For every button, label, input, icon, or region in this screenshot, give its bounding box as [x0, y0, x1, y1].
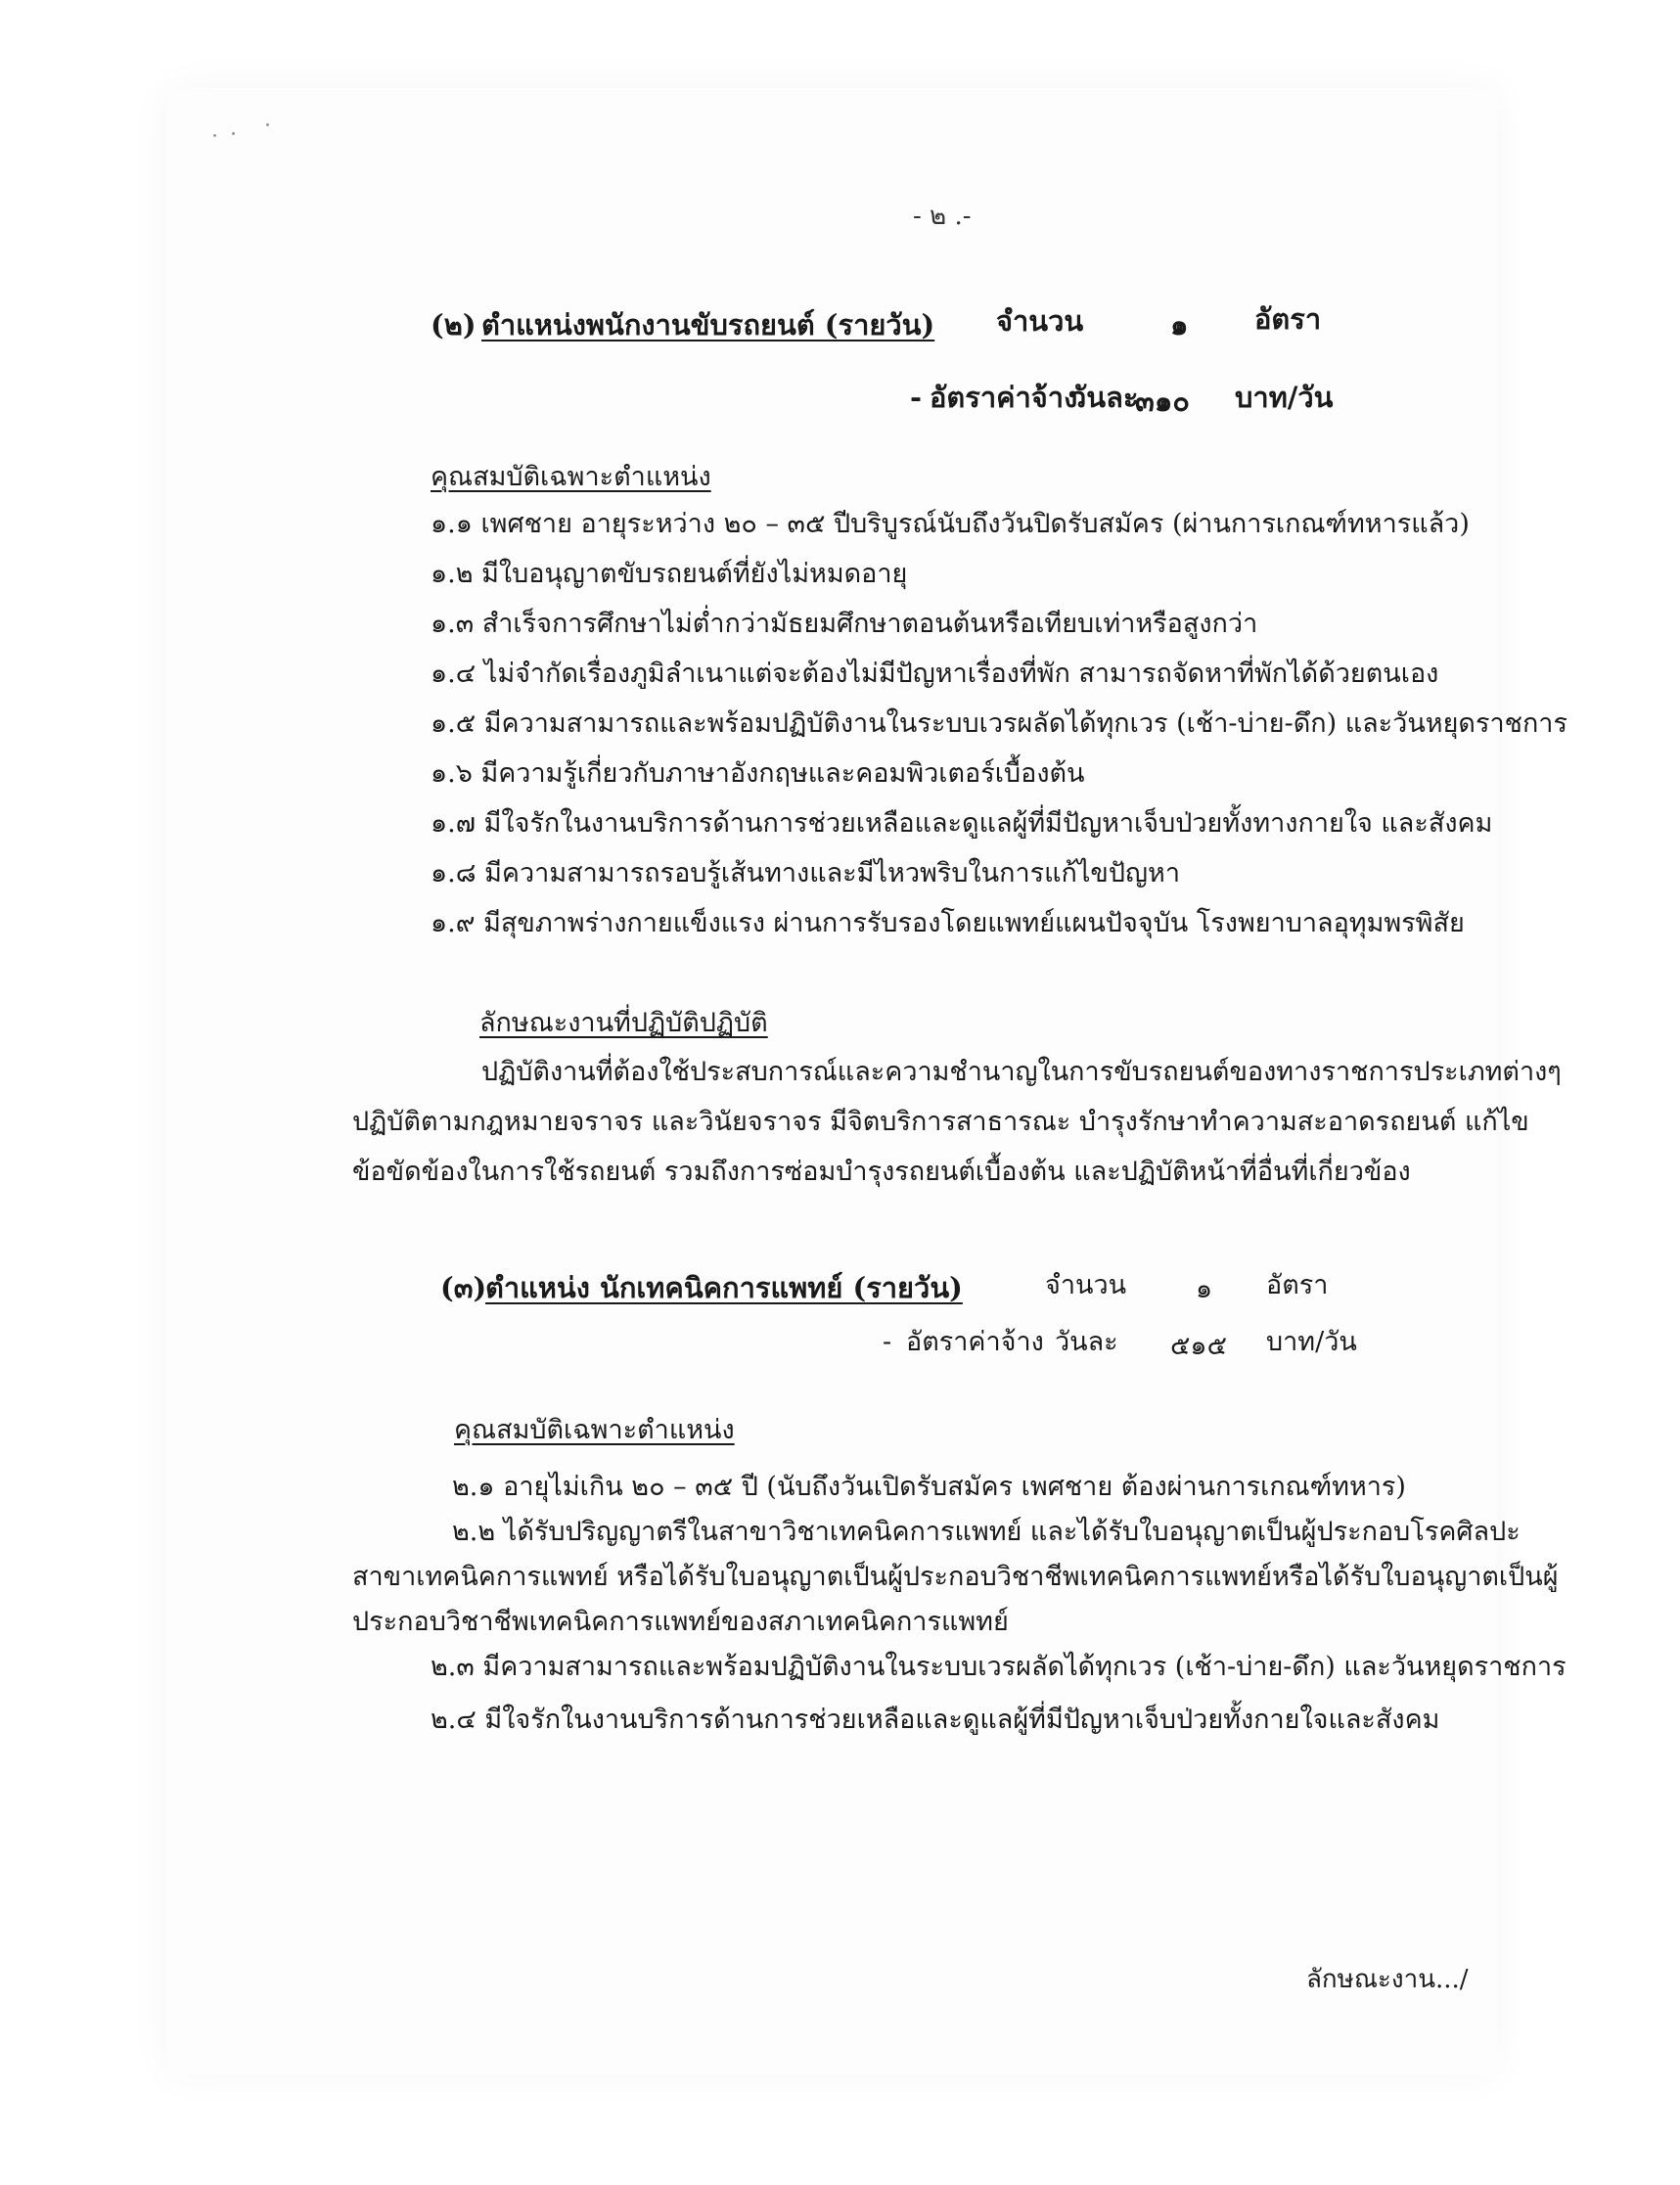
position3-qualifications-heading: คุณสมบัติเฉพาะตำแหน่ง	[454, 1415, 735, 1445]
scan-speck	[213, 134, 216, 137]
position3-qualification-item: สาขาเทคนิคการแพทย์ หรือได้รับใบอนุญาตเป็นผู้ประกอบวิชาชีพเทคนิคการแพทย์หรือได้รับใบอนุญาตเป็นผู้	[352, 1562, 1559, 1592]
position3-qualification-item: ประกอบวิชาชีพเทคนิคการแพทย์ของสภาเทคนิคการแพทย์	[352, 1607, 1009, 1637]
position2-qualification-item: ๑.๖ มีความรู้เกี่ยวกับภาษาอังกฤษและคอมพิวเตอร์เบื้องต้น	[431, 758, 1085, 789]
position2-qualification-item: ๑.๙ มีสุขภาพร่างกายแข็งแรง ผ่านการรับรองโดยแพทย์แผนปัจจุบัน โรงพยาบาลอุทุมพรพิสัย	[431, 908, 1465, 938]
position3-wage-dash: -	[883, 1327, 892, 1357]
position2-qualification-item: ๑.๘ มีความสามารถรอบรู้เส้นทางและมีไหวพริบในการแก้ไขปัญหา	[431, 858, 1180, 888]
position2-qualification-item: ๑.๕ มีความสามารถและพร้อมปฏิบัติงานในระบบเวรผลัดได้ทุกเวร (เช้า-บ่าย-ดึก) และวันหยุดราชการ	[431, 708, 1567, 739]
position2-wage-dash: -	[910, 381, 923, 414]
position2-wage-label: อัตราค่าจ้าง	[930, 381, 1078, 414]
position3-wage-unit: บาท/วัน	[1266, 1327, 1357, 1357]
position2-duty-line: ปฏิบัติตามกฎหมายจราจร และวินัยจราจร มีจิตบริการสาธารณะ บำรุงรักษาทำความสะอาดรถยนต์ แก้ไข	[352, 1107, 1529, 1137]
continuation-footer: ลักษณะงาน.../	[1306, 1965, 1469, 1994]
position3-count-label: จำนวน	[1045, 1270, 1127, 1300]
position3-qualification-item: ๒.๒ ได้รับปริญญาตรีในสาขาวิชาเทคนิคการแพทย์ และได้รับใบอนุญาตเป็นผู้ประกอบโรคศิลปะ	[452, 1517, 1521, 1547]
position2-duties-heading: ลักษณะงานที่ปฏิบัติปฏิบัติ	[479, 1008, 768, 1038]
position2-duty-line: ปฏิบัติงานที่ต้องใช้ประสบการณ์และความชำนาญในการขับรถยนต์ของทางราชการประเภทต่างๆ	[481, 1057, 1562, 1087]
position3-qualification-item: ๒.๑ อายุไม่เกิน ๒๐ – ๓๕ ปี (นับถึงวันเปิดรับสมัคร เพศชาย ต้องผ่านการเกณฑ์ทหาร)	[452, 1472, 1406, 1502]
position3-number: (๓)	[440, 1271, 487, 1304]
position2-qualification-item: ๑.๑ เพศชาย อายุระหว่าง ๒๐ – ๓๕ ปีบริบูรณ์นับถึงวันปิดรับสมัคร (ผ่านการเกณฑ์ทหารแล้ว)	[431, 509, 1470, 539]
scan-speck	[266, 123, 269, 126]
position2-wage-per: วันละ	[1070, 381, 1139, 414]
position2-count-unit: อัตรา	[1254, 302, 1322, 336]
position2-qualification-item: ๑.๗ มีใจรักในงานบริการด้านการช่วยเหลือและดูแลผู้ที่มีปัญหาเจ็บป่วยทั้งทางกายใจ และสังคม	[431, 808, 1493, 839]
position3-wage-value: ๕๑๕	[1170, 1331, 1228, 1361]
position3-count-unit: อัตรา	[1266, 1270, 1329, 1300]
position3-title: ตำแหน่ง นักเทคนิคการแพทย์ (รายวัน)	[485, 1271, 963, 1304]
page-number: - ๒ .-	[913, 202, 972, 231]
position2-wage-unit: บาท/วัน	[1235, 381, 1334, 414]
position2-qualifications-heading: คุณสมบัติเฉพาะตำแหน่ง	[431, 462, 711, 492]
position3-count-value: ๑	[1196, 1274, 1213, 1304]
position2-qualification-item: ๑.๔ ไม่จำกัดเรื่องภูมิลำเนาแต่จะต้องไม่มีปัญหาเรื่องที่พัก สามารถจัดหาที่พักได้ด้วยตนเอง	[431, 659, 1439, 689]
position2-count-label: จำนวน	[996, 304, 1084, 338]
position3-qualification-item: ๒.๔ มีใจรักในงานบริการด้านการช่วยเหลือและดูแลผู้ที่มีปัญหาเจ็บป่วยทั้งกายใจและสังคม	[431, 1705, 1440, 1735]
position2-title: ตำแหน่งพนักงานขับรถยนต์ (รายวัน)	[481, 308, 935, 341]
position2-number: (๒)	[431, 308, 477, 341]
position3-qualification-item: ๒.๓ มีความสามารถและพร้อมปฏิบัติงานในระบบเวรผลัดได้ทุกเวร (เช้า-บ่าย-ดึก) และวันหยุดราชการ	[431, 1652, 1566, 1682]
position3-wage-label: อัตราค่าจ้าง	[906, 1327, 1044, 1357]
scan-speck	[232, 132, 235, 135]
position2-qualification-item: ๑.๓ สำเร็จการศึกษาไม่ต่ำกว่ามัธยมศึกษาตอนต้นหรือเทียบเท่าหรือสูงกว่า	[431, 609, 1258, 639]
position2-duty-line: ข้อขัดข้องในการใช้รถยนต์ รวมถึงการซ่อมบำรุงรถยนต์เบื้องต้น และปฏิบัติหน้าที่อื่นที่เกี่ยวข้อง	[352, 1157, 1411, 1187]
position2-qualification-item: ๑.๒ มีใบอนุญาตขับรถยนต์ที่ยังไม่หมดอายุ	[431, 559, 908, 589]
position3-wage-per: วันละ	[1055, 1327, 1118, 1357]
position2-count-value: ๑	[1170, 308, 1189, 341]
position2-wage-value: ๓๑๐	[1135, 385, 1190, 418]
